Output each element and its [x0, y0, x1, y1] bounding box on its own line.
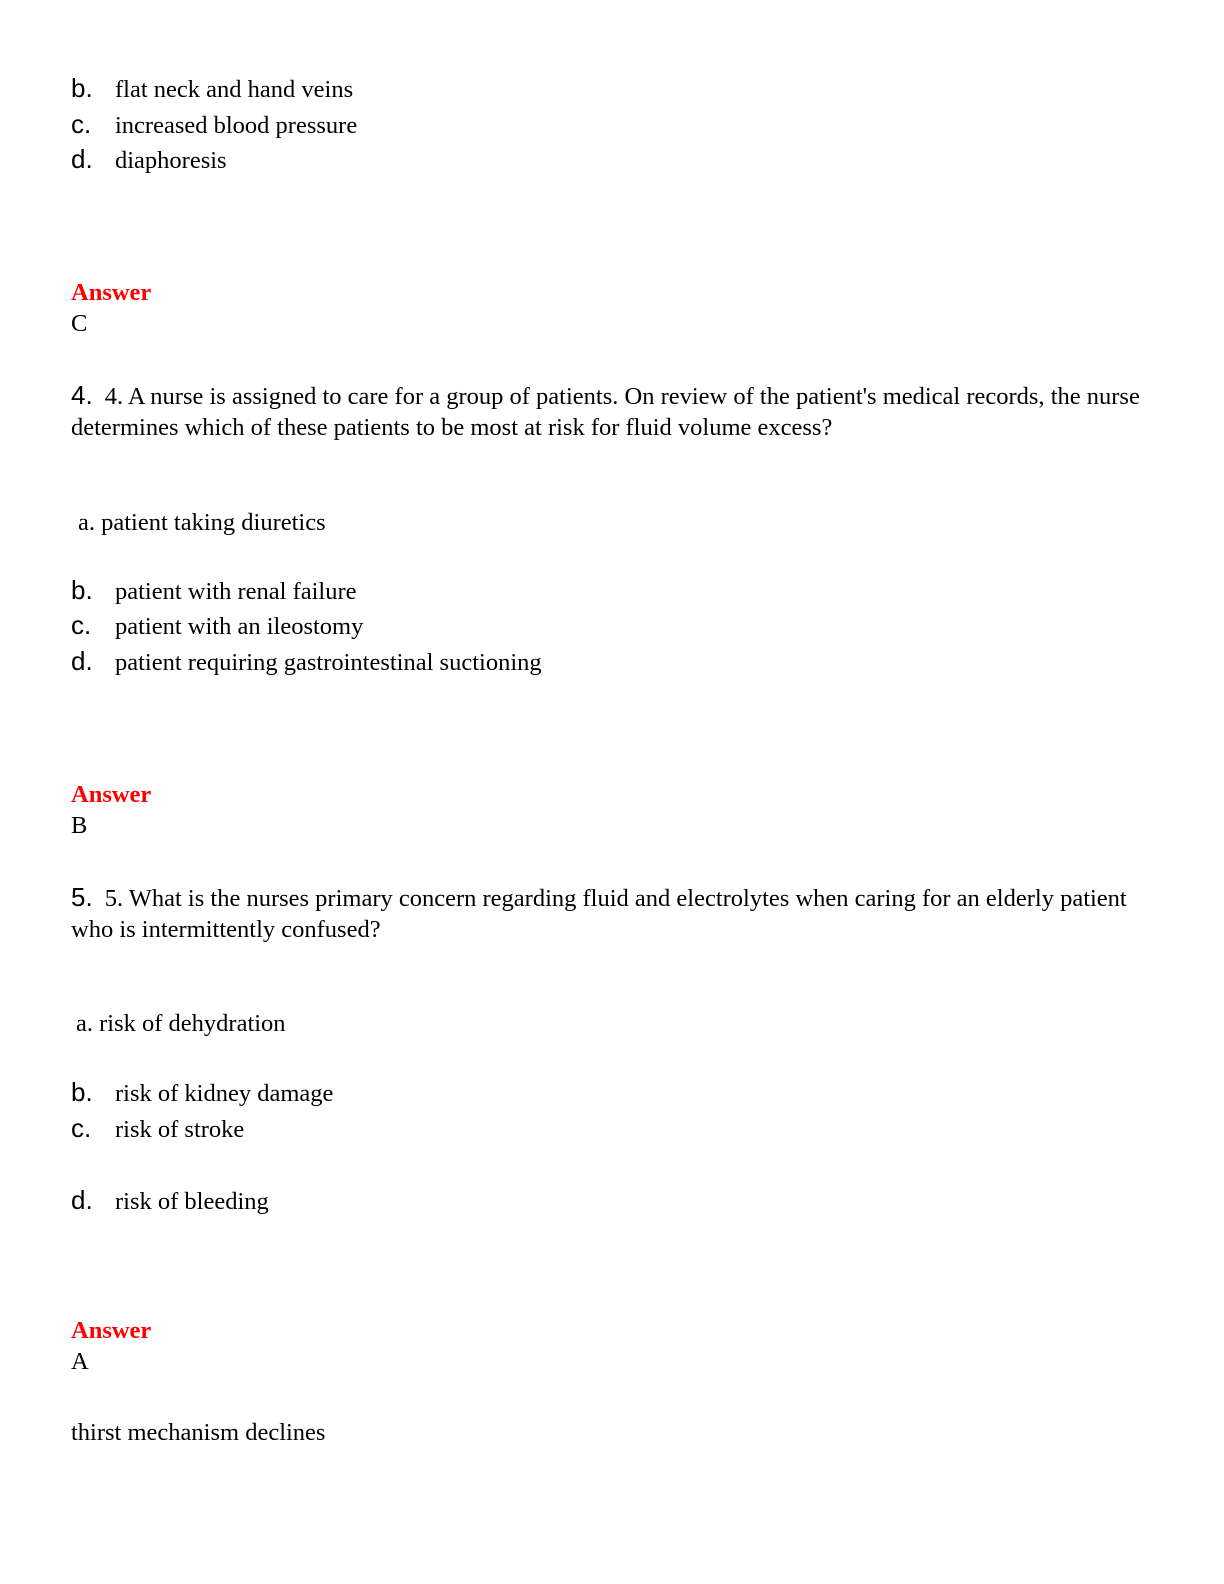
q5-answer-label: Answer [71, 1317, 152, 1344]
q5-answer-value: A [71, 1348, 89, 1375]
question-text: 4. A nurse is assigned to care for a group of patients. On review of the patient's medical records, the nurse determines which of these patients to be most at risk for fluid volume excess? [71, 383, 1140, 441]
q3-option-d [71, 143, 227, 177]
option-marker: d. [71, 646, 93, 676]
q4-option-c [71, 609, 363, 643]
q3-answer-label: Answer [71, 279, 152, 306]
q5-option-c [71, 1112, 244, 1146]
q3-option-b [71, 72, 353, 106]
q4-answer-label: Answer [71, 781, 152, 808]
q5-rationale: thirst mechanism declines [71, 1419, 326, 1446]
q3-answer-value: C [71, 310, 88, 337]
option-text: increased blood pressure [115, 112, 358, 139]
q4-answer-value: B [71, 812, 88, 839]
q5-option-b [71, 1076, 333, 1110]
option-text: flat neck and hand veins [115, 76, 354, 103]
option-marker: d. [71, 1185, 93, 1215]
option-marker: b. [71, 575, 93, 605]
option-marker: b. [71, 73, 93, 103]
question-number: 4. [71, 380, 93, 410]
option-marker: c. [71, 109, 92, 139]
option-marker: c. [71, 610, 92, 640]
q5-option-d [71, 1184, 269, 1218]
q4-option-b [71, 574, 357, 608]
q4-option-a: a. patient taking diuretics [78, 509, 326, 536]
option-text: diaphoresis [115, 147, 227, 174]
option-text: patient with an ileostomy [115, 613, 364, 640]
option-marker: d. [71, 144, 93, 174]
q3-option-c [71, 108, 357, 142]
option-marker: c. [71, 1113, 92, 1143]
option-text: risk of stroke [115, 1116, 245, 1143]
q4-option-d [71, 645, 542, 679]
q4-question [71, 380, 1151, 443]
option-text: patient requiring gastrointestinal suctioning [115, 649, 542, 676]
option-text: risk of kidney damage [115, 1080, 334, 1107]
option-marker: b. [71, 1077, 93, 1107]
q5-question [71, 882, 1151, 945]
question-text: 5. What is the nurses primary concern regarding fluid and electrolytes when caring for an elderly patient who is intermittently confused? [71, 885, 1127, 943]
option-text: patient with renal failure [115, 578, 357, 605]
option-text: risk of bleeding [115, 1188, 269, 1215]
question-number: 5. [71, 882, 93, 912]
q5-option-a: a. risk of dehydration [76, 1010, 286, 1037]
